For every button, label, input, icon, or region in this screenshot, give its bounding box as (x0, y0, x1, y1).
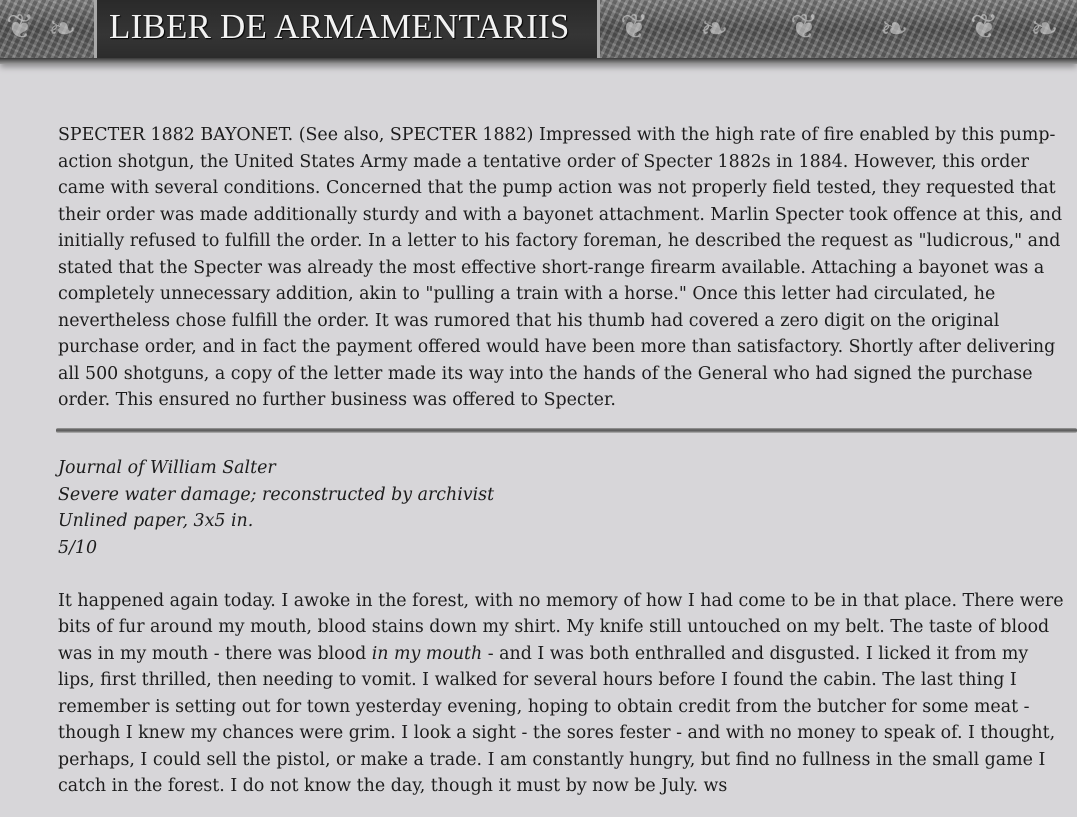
ornament-scroll-icon: ❦ (6, 7, 35, 47)
ornament-scroll-icon: ❧ (1030, 9, 1059, 49)
banner-edge (0, 58, 1077, 64)
ornament-scroll-icon: ❦ (790, 7, 819, 47)
journal-section (58, 455, 1068, 817)
journal-body-start: It happened again today. I awoke in the forest, with no memory of how I had come to be in that place. There were bits of fur around my mouth, blood stains down my shirt. My knife still untouched on my belt. The taste of blood was in my mouth - there was blood (58, 590, 1064, 664)
ornament-scroll-icon: ❦ (970, 7, 999, 47)
ornament-scroll-icon: ❧ (48, 9, 77, 49)
ornament-scroll-icon: ❦ (620, 7, 649, 47)
journal-body-emphasis: in my mouth (371, 643, 483, 664)
journal-title: Journal of William Salter (58, 458, 276, 478)
journal-material: Unlined paper, 3x5 in. (58, 511, 254, 531)
ornament-scroll-icon: ❧ (880, 9, 909, 49)
journal-condition: Severe water damage; reconstructed by archivist (58, 484, 495, 505)
journal-body-end: - and I was both enthralled and disgusted. I licked it from my lips, first thrilled, then needing to vomit. I walked for several hours before I found the cabin. The last thing I remember is setting out for town yesterday evening, hoping to obtain credit from the butcher for some meat - though I knew my chances were grim. I look a sight - the sores fester - and with no money to speak of. I thought, perhaps, I could sell the pistol, or make a trade. I am constantly hungry, but find no fullness in the small game I catch in the forest. I do not know the day, though it must by now be July. ws (58, 643, 1056, 796)
ornament-scroll-icon: ❧ (700, 9, 729, 49)
journal-date: 5/10 (58, 537, 98, 558)
header-banner (0, 0, 1077, 64)
section-divider (56, 428, 1077, 433)
entry-text: SPECTER 1882 BAYONET. (See also, SPECTER 1882) Impressed with the high rate of fire enabled by this pump-action shotgun, the United States Army made a tentative order of Specter 1882s in 1884. However, this order came with several conditions. Concerned that the pump action was not properly field tested, they requested that their order was made additionally sturdy and with a bayonet attachment. Marlin Specter took offence at this, and initially refused to fulfill the order. In a letter to his factory foreman, he described the request as "ludicrous," and stated that the Specter was already the most effective short-range firearm available. Attaching a bayonet was a completely unnecessary addition, akin to "pulling a train with a horse." Once this letter had circulated, he nevertheless chose fulfill the order. It was rumored that his thumb had covered a zero digit on the original purchase order, and in fact the payment offered would have been more than satisfactory. Shortly after delivering all 500 shotguns, a copy of the letter made its way into the hands of the General who had signed the purchase order. This ensured no further business was offered to Specter. (58, 125, 1063, 410)
entry-section (58, 122, 1068, 414)
title-plate (94, 0, 600, 58)
journal-body (58, 588, 1068, 800)
page-title: LIBER DE ARMAMENTARIIS (109, 7, 570, 46)
